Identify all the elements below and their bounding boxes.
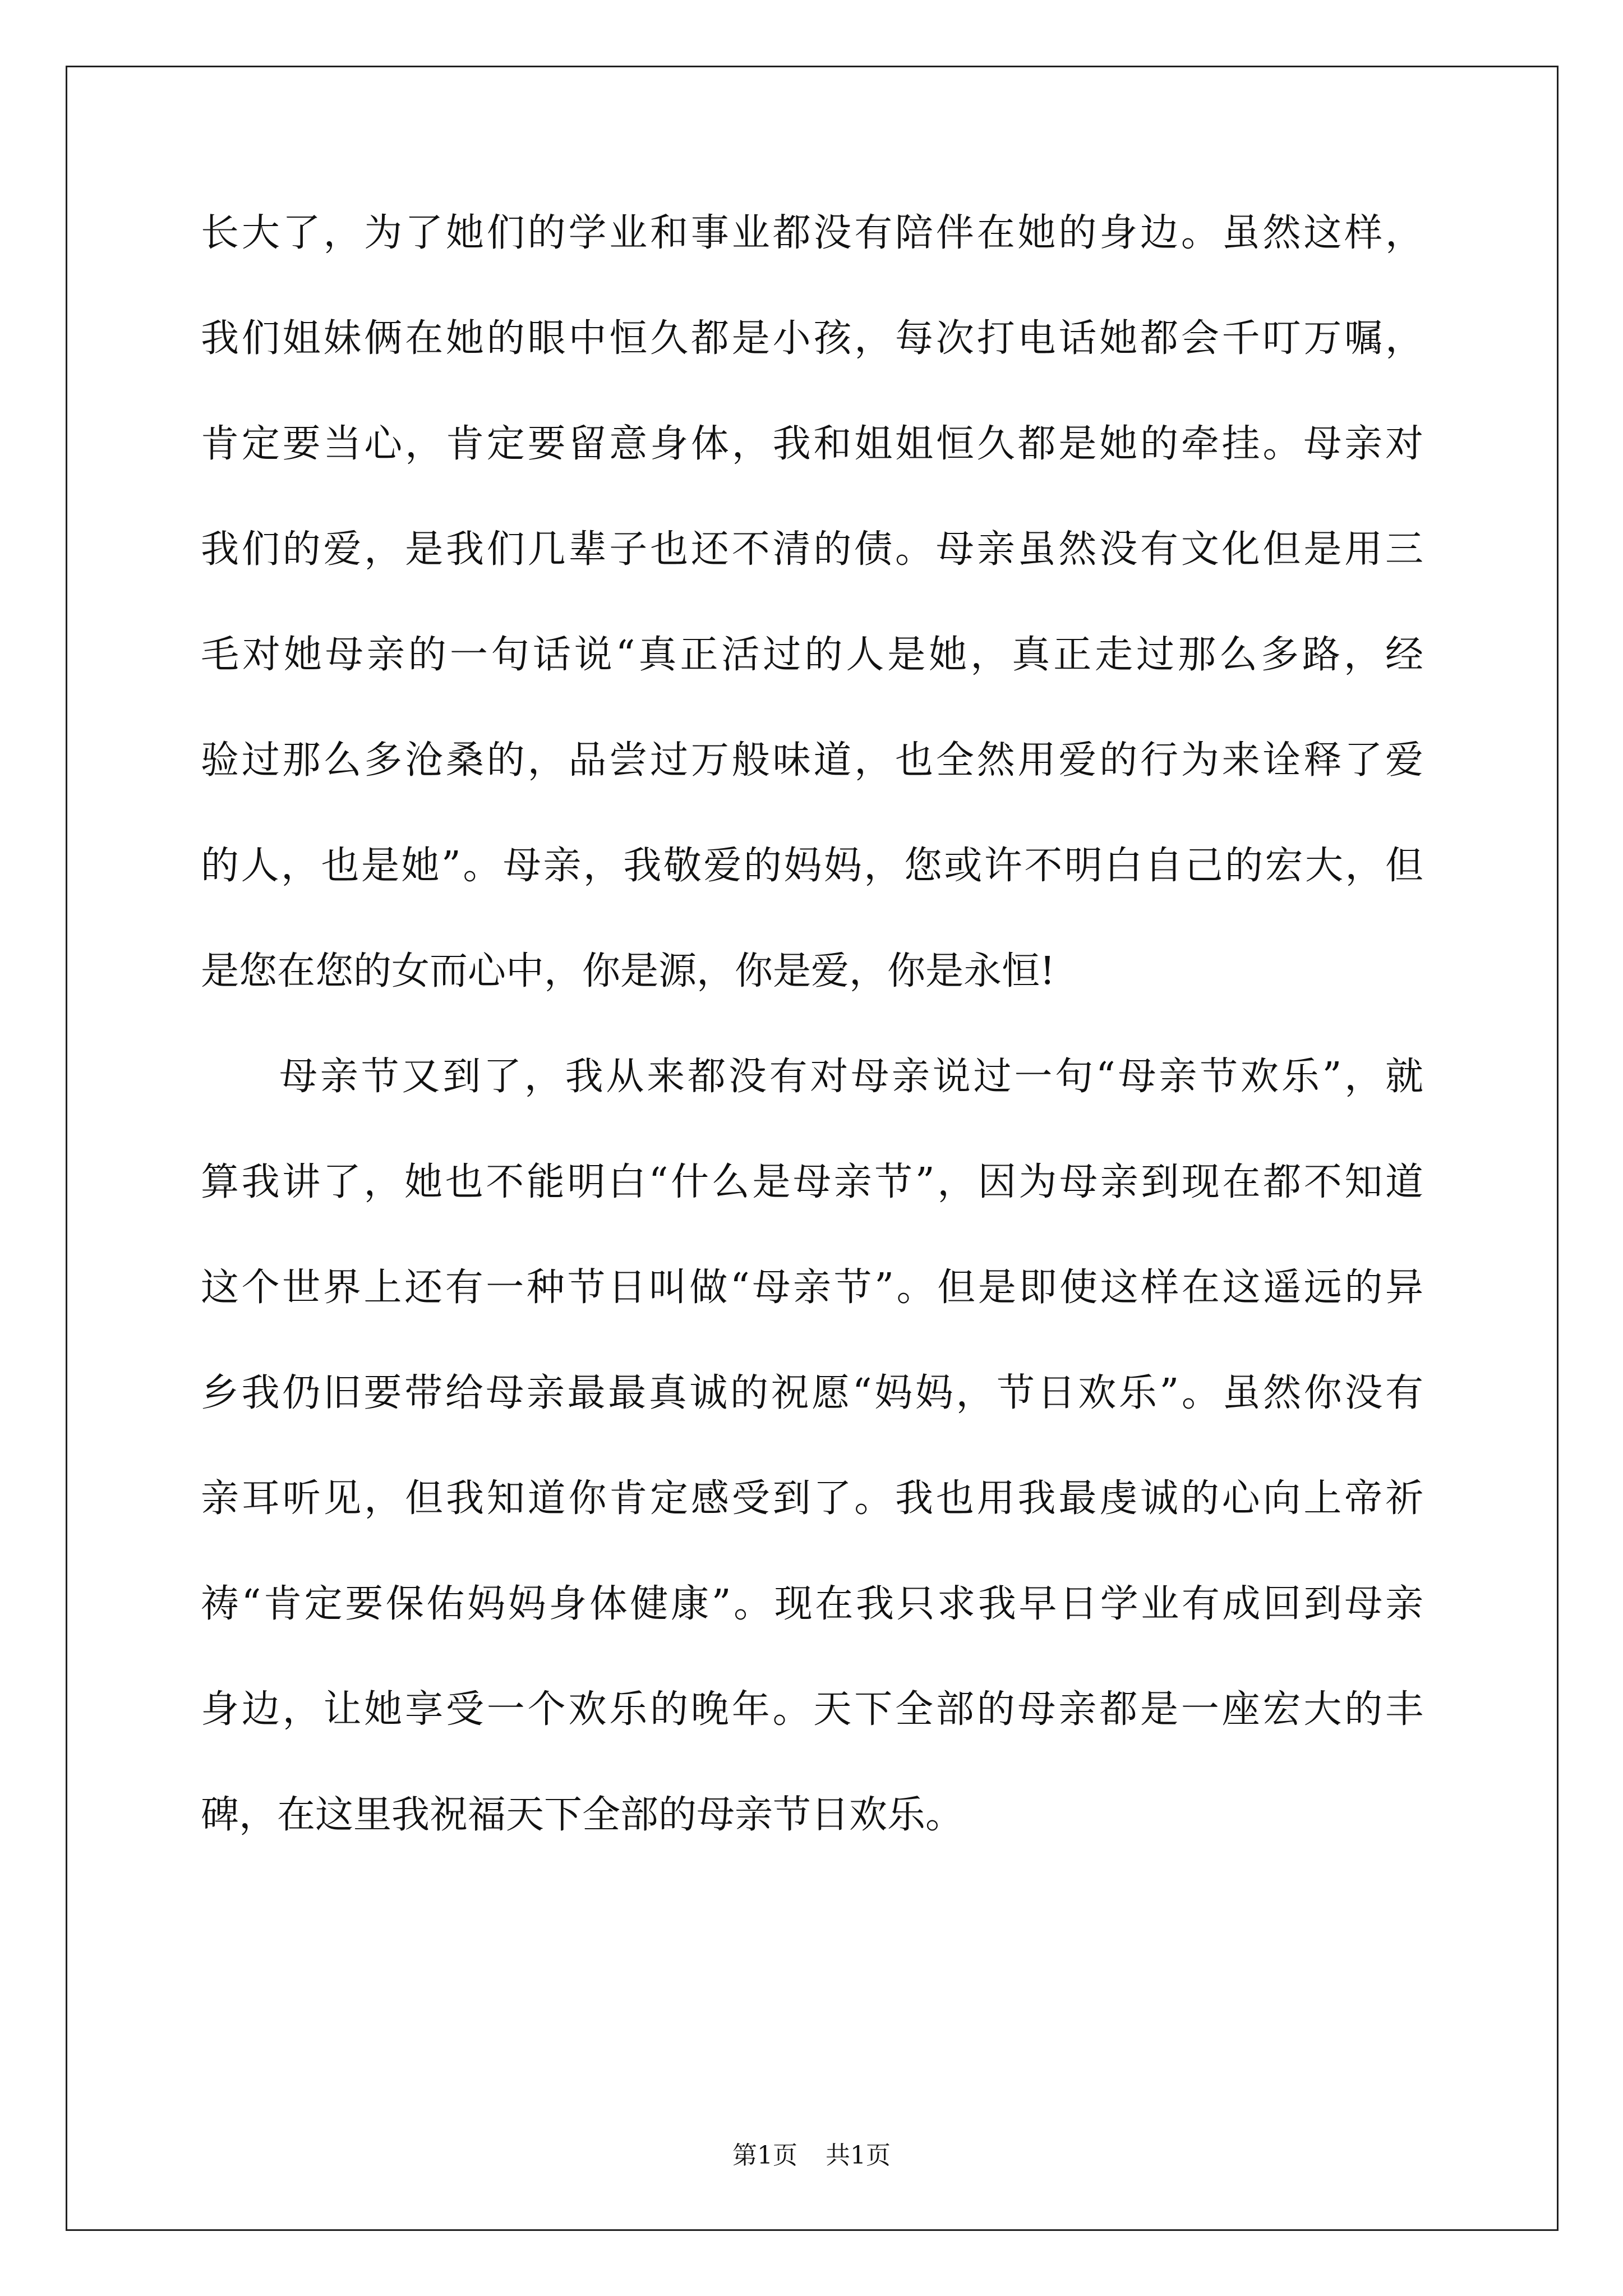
text-line: 验过那么多沧桑的，品尝过万般味道，也全然用爱的行为来诠释了爱 bbox=[201, 738, 1423, 783]
text-line: 我们姐妹俩在她的眼中恒久都是小孩，每次打电话她都会千叮万嘱， bbox=[201, 316, 1423, 361]
document-body bbox=[201, 213, 1423, 1901]
text-line: 是您在您的女而心中，你是源，你是爱，你是永恒! bbox=[201, 949, 1055, 993]
text-line: 毛对她母亲的一句话说“真正活过的人是她，真正走过那么多路，经 bbox=[201, 633, 1423, 677]
page-number-current: 第1页 bbox=[732, 2141, 797, 2170]
text-line: 肯定要当心，肯定要留意身体，我和姐姐恒久都是她的牵挂。母亲对 bbox=[201, 422, 1423, 466]
page-footer bbox=[0, 2142, 1623, 2170]
text-line: 乡我仍旧要带给母亲最最真诚的祝愿“妈妈，节日欢乐”。虽然你没有 bbox=[201, 1371, 1423, 1415]
text-line: 长大了，为了她们的学业和事业都没有陪伴在她的身边。虽然这样， bbox=[201, 211, 1423, 255]
text-line: 祷“肯定要保佑妈妈身体健康”。现在我只求我早日学业有成回到母亲 bbox=[201, 1582, 1423, 1626]
text-line: 我们的爱，是我们几辈子也还不清的债。母亲虽然没有文化但是用三 bbox=[201, 527, 1423, 572]
text-line: 算我讲了，她也不能明白“什么是母亲节”，因为母亲到现在都不知道 bbox=[201, 1160, 1423, 1204]
text-line: 身边，让她享受一个欢乐的晚年。天下全部的母亲都是一座宏大的丰 bbox=[201, 1687, 1423, 1732]
text-line: 碑，在这里我祝福天下全部的母亲节日欢乐。 bbox=[201, 1793, 964, 1837]
text-line: 这个世界上还有一种节日叫做“母亲节”。但是即使这样在这遥远的异 bbox=[201, 1266, 1423, 1310]
text-line: 亲耳听见，但我知道你肯定感受到了。我也用我最虔诚的心向上帝祈 bbox=[201, 1476, 1423, 1521]
text-line: 的人，也是她”。母亲，我敬爱的妈妈，您或许不明白自己的宏大，但 bbox=[201, 844, 1423, 888]
paragraph-start-line: 母亲节又到了，我从来都没有对母亲说过一句“母亲节欢乐”，就 bbox=[279, 1055, 1423, 1099]
page-number-total: 共1页 bbox=[826, 2141, 891, 2170]
